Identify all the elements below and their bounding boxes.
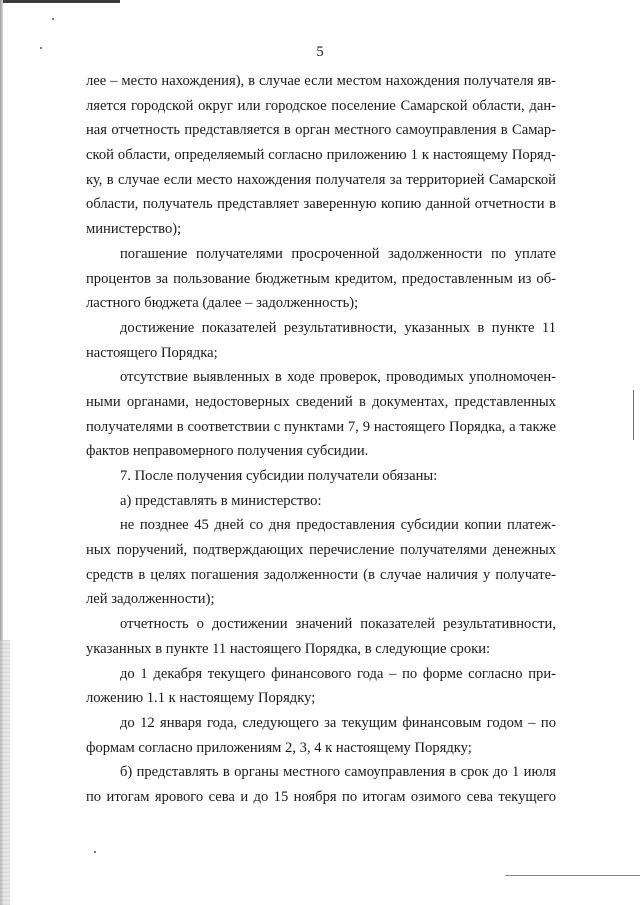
text-line: ластного бюджета (далее – задолженность); <box>86 295 359 312</box>
text-line: а) представлять в министерство: <box>120 492 322 509</box>
text-line: отчетность о достижении значений показателей результативности, <box>120 616 556 633</box>
text-line: настоящего Порядка; <box>86 344 218 361</box>
text-line: указанных в пункте 11 настоящего Порядка, в следующие сроки: <box>86 640 491 657</box>
document-body <box>86 69 556 810</box>
scan-speck <box>94 851 96 853</box>
text-line: ляется городской округ или городское поселение Самарской области, дан- <box>86 97 556 114</box>
text-line: ской области, определяемый согласно приложению 1 к настоящему Поряд- <box>86 147 556 164</box>
scan-bottom-mark <box>505 875 640 876</box>
text-line: по итогам ярового сева и до 15 ноября по итогам озимого сева текущего <box>86 788 556 805</box>
text-line: погашение получателями просроченной задолженности по уплате <box>120 245 556 262</box>
scan-right-mark <box>633 390 634 440</box>
text-line: достижение показателей результативности, указанных в пункте 11 <box>120 319 556 336</box>
scan-left-edge-noise <box>0 640 10 905</box>
text-line: ная отчетность представляется в орган местного самоуправления в Самар- <box>86 122 556 139</box>
text-line: средств в целях погашения задолженности (в случае наличия у получате- <box>86 566 556 583</box>
text-line: до 1 декабря текущего финансового года – по форме согласно при- <box>120 665 556 682</box>
text-line: ку, в случае если место нахождения получателя за территорией Самарской <box>86 171 556 188</box>
text-line: отсутствие выявленных в ходе проверок, проводимых уполномочен- <box>120 369 556 386</box>
scan-top-edge <box>0 0 120 3</box>
text-line: фактов неправомерного получения субсидии. <box>86 443 369 460</box>
text-line: ложению 1.1 к настоящему Порядку; <box>86 690 316 707</box>
text-line: процентов за пользование бюджетным кредитом, предоставленным из об- <box>86 270 556 287</box>
text-line: лей задолженности); <box>86 591 215 608</box>
text-line: не позднее 45 дней со дня предоставления субсидии копии платеж- <box>120 517 556 534</box>
text-line: до 12 января года, следующего за текущим финансовым годом – по <box>120 714 556 731</box>
text-line: ных поручений, подтверждающих перечисление получателями денежных <box>86 542 556 559</box>
text-line: 7. После получения субсидии получатели обязаны: <box>120 468 438 484</box>
text-line: ными органами, недостоверных сведений в документах, представленных <box>86 393 556 410</box>
text-line: формам согласно приложениям 2, 3, 4 к настоящему Порядку; <box>86 739 472 756</box>
scan-speck <box>52 18 54 20</box>
text-line: министерство); <box>86 221 182 238</box>
text-line: лее – место нахождения), в случае если местом нахождения получателя яв- <box>86 73 556 89</box>
page-number: 5 <box>316 44 324 60</box>
text-line: б) представлять в органы местного самоуправления в срок до 1 июля <box>120 764 556 781</box>
text-line: получателями в соответствии с пунктами 7, 9 настоящего Порядка, а также <box>86 418 556 435</box>
text-line: области, получатель представляет заверенную копию данной отчетности в <box>86 196 556 213</box>
